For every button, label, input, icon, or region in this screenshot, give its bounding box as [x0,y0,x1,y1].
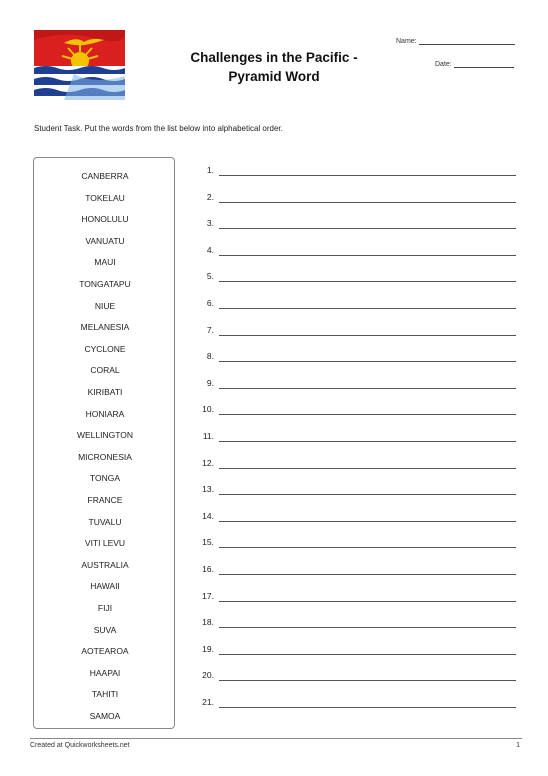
answer-number: 1. [206,165,214,175]
answer-blank-line[interactable] [219,654,516,655]
instructions-text: Student Task. Put the words from the list below into alphabetical order. [34,124,283,133]
answer-blank-line[interactable] [219,441,516,442]
word-list-item: CORAL [90,365,120,376]
word-list-item: TAHITI [91,689,119,700]
answer-blank-line[interactable] [219,281,516,282]
answer-number: 5. [206,271,214,282]
name-blank-line[interactable] [419,37,515,45]
kiribati-flag-image [34,30,125,100]
answer-number: 6. [206,298,214,308]
title-line-2: Pyramid Word [228,69,320,84]
word-list-item: TUVALU [88,516,122,527]
word-list-item: TONGATAPU [79,279,131,289]
answer-blank-line[interactable] [219,707,516,708]
word-list-item: TOKELAU [85,192,125,203]
word-list-item: NIUE [94,300,116,311]
answer-number: 18. [202,617,214,628]
word-list-item: AUSTRALIA [81,559,129,570]
footer-divider [30,738,522,739]
answer-blank-line[interactable] [219,468,516,469]
answer-number: 12. [202,457,214,468]
answer-number: 17. [202,590,214,601]
title-line-1: Challenges in the Pacific - [190,50,358,65]
answer-number: 7. [206,324,214,335]
answer-number: 19. [202,643,214,654]
answer-blank-line[interactable] [219,547,516,548]
answer-number: 9. [206,377,214,388]
word-list-item: TONGA [89,473,121,484]
answer-blank-line[interactable] [219,175,516,176]
answer-blank-line[interactable] [219,414,516,415]
answer-blank-line[interactable] [219,601,516,602]
word-list-item: MELANESIA [80,322,130,333]
answer-number: 16. [202,564,214,574]
word-list-item: SAMOA [89,711,121,721]
word-list-box [33,157,175,729]
answer-blank-line[interactable] [219,388,516,389]
word-list-item: VANUATU [85,235,125,246]
answer-number: 2. [206,191,214,202]
answer-blank-line[interactable] [219,494,516,495]
footer-page-number: 1 [516,742,520,749]
answer-number: 14. [202,510,214,521]
word-list-item: FRANCE [87,495,123,505]
answer-number: 8. [206,351,214,362]
answer-blank-line[interactable] [219,627,516,628]
answer-blank-line[interactable] [219,202,516,203]
answer-blank-line[interactable] [219,574,516,575]
answer-number: 15. [202,537,214,548]
word-list-item: HAWAII [90,581,120,592]
answer-blank-line[interactable] [219,255,516,256]
worksheet-title [160,48,388,86]
word-list-item: MICRONESIA [78,451,132,462]
word-list-item: VITI LEVU [84,538,126,549]
answer-blank-line[interactable] [219,308,516,309]
date-label: Date: [435,61,452,68]
answer-blank-line[interactable] [219,228,516,229]
answer-number: 10. [202,404,214,415]
word-list-item: MAUI [94,257,116,268]
answer-number: 4. [206,244,214,255]
word-list-item: CYCLONE [84,343,126,354]
date-field[interactable] [435,60,514,68]
answer-number: 20. [202,670,214,681]
word-list-item: HONOLULU [81,214,129,225]
name-label: Name: [396,38,417,45]
answer-blank-line[interactable] [219,521,516,522]
word-list-item: KIRIBATI [87,387,123,397]
footer-credit: Created at Quickworksheets.net [30,742,130,749]
answer-blank-line[interactable] [219,680,516,681]
answer-number: 21. [202,697,214,707]
answer-number: 11. [202,431,214,441]
word-list-item: AOTEAROA [81,646,129,657]
word-list-item: HAAPAI [89,667,121,678]
word-list-item: SUVA [93,624,117,635]
answer-blank-line[interactable] [219,361,516,362]
word-list-item: WELLINGTON [76,430,134,441]
word-list-item: CANBERRA [81,171,129,181]
answer-number: 13. [202,484,214,495]
answer-number: 3. [206,218,214,229]
date-blank-line[interactable] [454,60,514,68]
name-field[interactable] [396,37,515,45]
word-list-item: HONIARA [85,408,125,419]
answer-blank-line[interactable] [219,335,516,336]
word-list-item: FIJI [97,603,113,613]
